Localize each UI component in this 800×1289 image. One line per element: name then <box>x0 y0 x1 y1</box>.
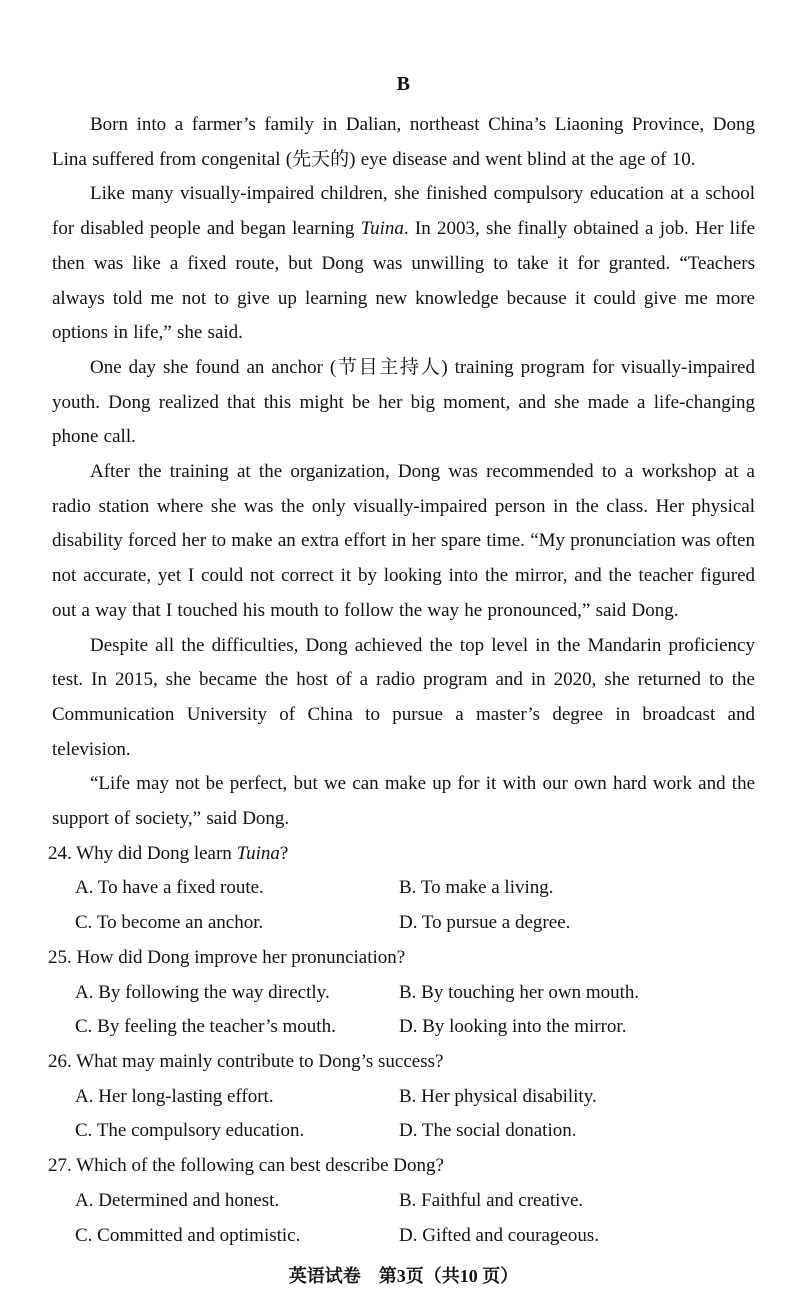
option-row <box>48 1114 755 1149</box>
option-26-A: A. Her long-lasting effort. <box>75 1085 274 1107</box>
option-26-D: D. The social donation. <box>399 1120 577 1142</box>
option-25-C: C. By feeling the teacher’s mouth. <box>75 1016 336 1038</box>
section-label: B <box>396 73 411 95</box>
question-text: 24. Why did Dong learn <box>48 842 237 864</box>
paragraph-text: After the training at the organization, Dong was recommended to a workshop at a radio station where she was the only visually-impaired person in the class. Her physical disability forced her to make an extra effort in her spare time. “My pronunciation was often not accurate, yet I could not correct it by looking into the mirror, and the teacher figured out a way that I touched his mouth to follow the way he pronounced,” said Dong. <box>52 461 755 621</box>
passage-paragraph-2 <box>52 177 755 351</box>
option-25-D: D. By looking into the mirror. <box>399 1016 627 1038</box>
paragraph-text: Like many visually-impaired children, she finished compulsory education at a school for disabled people and began learning <box>52 183 755 240</box>
question-27 <box>48 1149 755 1253</box>
passage-paragraph-1 <box>52 108 755 177</box>
question-text: ? <box>279 842 289 864</box>
option-27-A: A. Determined and honest. <box>75 1189 280 1211</box>
italic-term: Tuina <box>236 842 280 864</box>
option-25-A: A. By following the way directly. <box>75 981 330 1003</box>
option-row <box>48 871 755 906</box>
option-27-B: B. Faithful and creative. <box>399 1189 584 1211</box>
question-25 <box>48 941 755 1045</box>
passage-paragraph-5 <box>52 629 755 768</box>
option-26-B: B. Her physical disability. <box>399 1085 597 1107</box>
option-24-D: D. To pursue a degree. <box>399 912 571 934</box>
question-prompt: 27. Which of the following can best describe Dong? <box>48 1155 444 1177</box>
option-24-A: A. To have a fixed route. <box>75 877 264 899</box>
question-prompt <box>48 837 755 872</box>
question-prompt: 25. How did Dong improve her pronunciation? <box>48 946 406 968</box>
option-row <box>48 1184 755 1219</box>
option-26-C: C. The compulsory education. <box>75 1120 305 1142</box>
passage-paragraph-4 <box>52 455 755 629</box>
option-row <box>48 906 755 941</box>
passage-paragraph-3 <box>52 351 755 455</box>
questions-section <box>48 837 755 1253</box>
paragraph-text: Despite all the difficulties, Dong achieved the top level in the Mandarin proficiency test. In 2015, she became the host of a radio program and in 2020, she returned to the Communication University of China to pursue a master’s degree in broadcast and television. <box>52 634 755 760</box>
option-row <box>48 1080 755 1115</box>
option-row <box>48 1010 755 1045</box>
question-24 <box>48 837 755 941</box>
option-25-B: B. By touching her own mouth. <box>399 981 640 1003</box>
option-row <box>48 1219 755 1254</box>
question-prompt: 26. What may mainly contribute to Dong’s success? <box>48 1050 444 1072</box>
paragraph-text: “Life may not be perfect, but we can make up for it with our own hard work and the support of society,” said Dong. <box>52 773 755 830</box>
paragraph-text: Born into a farmer’s family in Dalian, northeast China’s Liaoning Province, Dong Lina suffered from congenital (先天的) eye disease and went blind at the age of 10. <box>52 114 755 170</box>
passage-paragraph-6 <box>52 767 755 836</box>
option-24-C: C. To become an anchor. <box>75 912 264 934</box>
option-27-C: C. Committed and optimistic. <box>75 1224 301 1246</box>
option-27-D: D. Gifted and courageous. <box>399 1224 599 1246</box>
option-24-B: B. To make a living. <box>399 877 554 899</box>
italic-term: Tuina <box>360 218 404 240</box>
option-row <box>48 976 755 1011</box>
paragraph-text: . In 2003, she finally obtained a job. Her life then was like a fixed route, but Dong was unwilling to take it for granted. “Teachers always told me not to give up learning new knowledge because it could give me more options in life,” she said. <box>52 218 756 344</box>
paragraph-text: One day she found an anchor (节目主持人) training program for visually-impaired youth. Dong realized that this might be her big moment, and she made a life-changing phone call. <box>52 356 755 448</box>
question-26 <box>48 1045 755 1149</box>
reading-passage <box>52 108 755 837</box>
page-footer: 英语试卷 第3页（共10 页） <box>288 1266 519 1287</box>
